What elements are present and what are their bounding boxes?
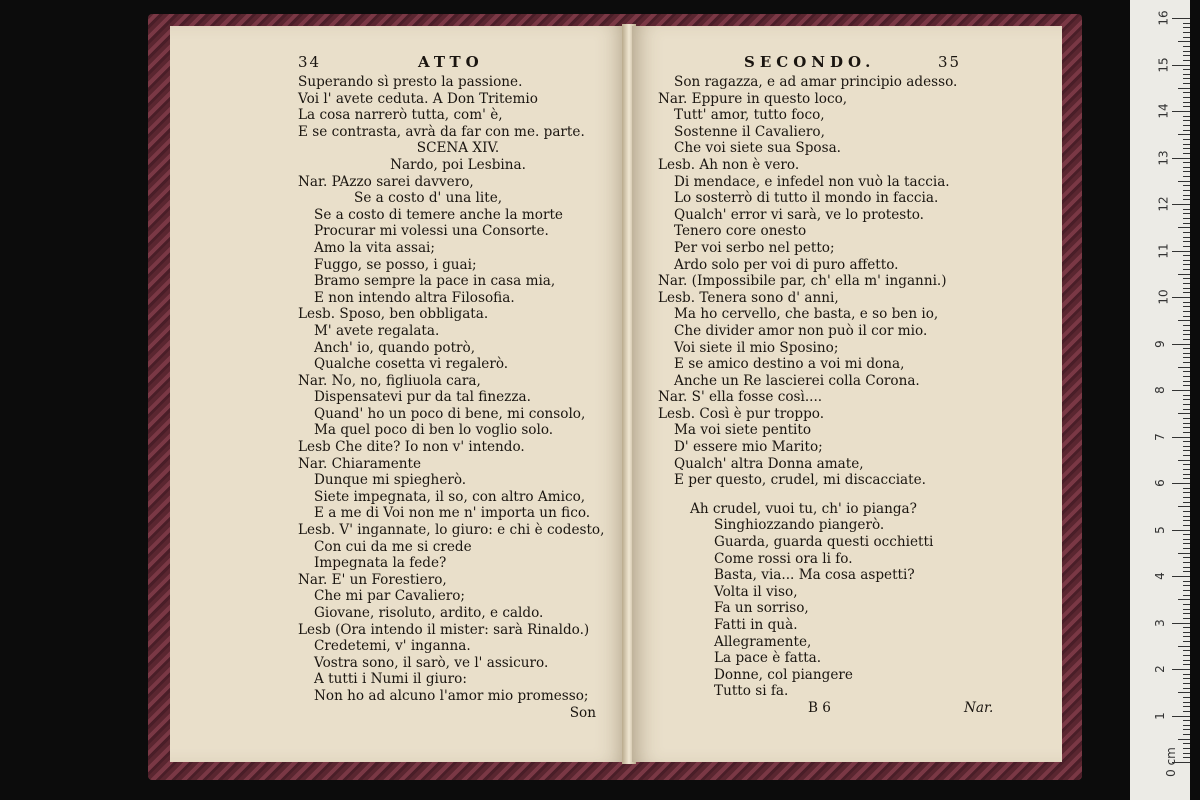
ruler-minor-tick xyxy=(1183,590,1190,591)
left-line: SCENA XIV. xyxy=(416,140,500,157)
ruler-minor-tick xyxy=(1183,32,1190,33)
ruler-minor-tick xyxy=(1183,441,1190,442)
ruler-minor-tick xyxy=(1183,362,1190,363)
right-line: Di mendace, e infedel non vuò la taccia. xyxy=(674,173,950,190)
ruler-minor-tick xyxy=(1183,655,1190,656)
ruler-minor-tick xyxy=(1183,399,1190,400)
left-line: Voi l' avete ceduta. A Don Tritemio xyxy=(298,90,538,107)
ruler-minor-tick xyxy=(1183,292,1190,293)
right-line: La pace è fatta. xyxy=(714,650,822,667)
ruler-tick xyxy=(1172,716,1190,717)
right-line: Lesb. Tenera sono d' anni, xyxy=(658,289,839,306)
ruler-minor-tick xyxy=(1183,678,1190,679)
left-line: Nardo, poi Lesbina. xyxy=(390,156,526,173)
ruler-minor-tick xyxy=(1183,557,1190,558)
ruler-minor-tick xyxy=(1183,636,1190,637)
ruler-minor-tick xyxy=(1183,385,1190,386)
ruler-minor-tick xyxy=(1183,711,1190,712)
ruler-label: 5 xyxy=(1152,525,1167,534)
ruler-minor-tick xyxy=(1183,497,1190,498)
ruler-minor-tick xyxy=(1183,190,1190,191)
left-line: Con cui da me si crede xyxy=(314,538,472,555)
ruler-label: 12 xyxy=(1156,196,1171,212)
left-running-head: ATTO xyxy=(418,53,484,71)
ruler-minor-tick xyxy=(1183,357,1190,358)
right-line: D' essere mio Marito; xyxy=(674,439,823,456)
ruler-minor-tick xyxy=(1183,78,1190,79)
ruler-minor-tick xyxy=(1183,218,1190,219)
right-line: Voi siete il mio Sposino; xyxy=(674,339,839,356)
ruler-minor-tick xyxy=(1183,302,1190,303)
ruler-minor-tick xyxy=(1183,464,1190,465)
ruler-tick xyxy=(1172,623,1190,624)
ruler-label: 3 xyxy=(1152,618,1167,627)
ruler-minor-tick xyxy=(1183,567,1190,568)
ruler-minor-tick xyxy=(1183,139,1190,140)
ruler-minor-tick xyxy=(1183,116,1190,117)
ruler-minor-tick xyxy=(1183,404,1190,405)
measurement-ruler xyxy=(1130,0,1190,800)
ruler-minor-tick xyxy=(1183,455,1190,456)
ruler-minor-tick xyxy=(1183,241,1190,242)
ruler-minor-tick xyxy=(1183,432,1190,433)
ruler-minor-tick xyxy=(1183,548,1190,549)
left-line: Dispensatevi pur da tal finezza. xyxy=(314,389,531,406)
right-line: Guarda, guarda questi occhietti xyxy=(714,534,934,551)
left-line: Nar. PAzzo sarei davvero, xyxy=(298,173,474,190)
ruler-minor-tick xyxy=(1178,134,1190,135)
ruler-minor-tick xyxy=(1183,688,1190,689)
left-page-lines xyxy=(298,74,618,705)
ruler-minor-tick xyxy=(1178,367,1190,368)
ruler-minor-tick xyxy=(1183,697,1190,698)
ruler-minor-tick xyxy=(1183,330,1190,331)
ruler-minor-tick xyxy=(1183,334,1190,335)
ruler-minor-tick xyxy=(1183,511,1190,512)
ruler-label: 10 xyxy=(1156,289,1171,305)
ruler-minor-tick xyxy=(1183,650,1190,651)
ruler-minor-tick xyxy=(1178,88,1190,89)
right-line: Lesb. Ah non è vero. xyxy=(658,156,800,173)
left-line: Se a costo d' una lite, xyxy=(354,190,503,207)
left-line: Fuggo, se posso, i guai; xyxy=(314,256,477,273)
right-line xyxy=(658,489,1054,501)
ruler-label: 13 xyxy=(1156,149,1171,166)
right-line: Lo sosterrò di tutto il mondo in faccia. xyxy=(674,190,939,207)
ruler-minor-tick xyxy=(1183,418,1190,419)
right-line: Nar. Eppure in questo loco, xyxy=(658,90,848,107)
ruler-minor-tick xyxy=(1183,604,1190,605)
ruler-minor-tick xyxy=(1183,255,1190,256)
right-line: Anche un Re lascierei colla Corona. xyxy=(674,372,920,389)
ruler-minor-tick xyxy=(1183,83,1190,84)
right-line: Donne, col piangere xyxy=(714,666,853,683)
ruler-minor-tick xyxy=(1183,269,1190,270)
left-line: Lesb Che dite? Io non v' intendo. xyxy=(298,439,525,456)
ruler-minor-tick xyxy=(1183,571,1190,572)
ruler-minor-tick xyxy=(1178,41,1190,42)
left-line: Bramo sempre la pace in casa mia, xyxy=(314,273,556,290)
ruler-minor-tick xyxy=(1183,213,1190,214)
ruler-label: 8 xyxy=(1152,386,1167,394)
ruler-tick xyxy=(1172,251,1190,252)
signature-mark: B 6 xyxy=(808,699,831,716)
ruler-minor-tick xyxy=(1183,660,1190,661)
ruler-tick xyxy=(1172,111,1190,112)
left-line: E se contrasta, avrà da far con me. parte. xyxy=(298,123,585,140)
ruler-minor-tick xyxy=(1183,683,1190,684)
ruler-minor-tick xyxy=(1178,460,1190,461)
ruler-minor-tick xyxy=(1183,171,1190,172)
ruler-minor-tick xyxy=(1183,46,1190,47)
ruler-minor-tick xyxy=(1183,743,1190,744)
ruler-minor-tick xyxy=(1183,102,1190,103)
left-line: Superando sì presto la passione. xyxy=(298,74,523,90)
right-line: Fatti in quà. xyxy=(714,617,798,633)
ruler-label: 15 xyxy=(1156,56,1171,73)
ruler-minor-tick xyxy=(1183,69,1190,70)
left-catchword: Son xyxy=(569,704,596,721)
right-line: Basta, via... Ma cosa aspetti? xyxy=(714,567,915,584)
left-line: Lesb. Sposo, ben obbligata. xyxy=(298,306,489,323)
ruler-minor-tick xyxy=(1183,478,1190,479)
left-line: Procurar mi volessi una Consorte. xyxy=(314,223,549,240)
ruler-tick xyxy=(1172,530,1190,531)
ruler-label: 2 xyxy=(1152,665,1167,673)
ruler-minor-tick xyxy=(1183,195,1190,196)
ruler-minor-tick xyxy=(1183,562,1190,563)
ruler-minor-tick xyxy=(1183,223,1190,224)
right-line: Tutt' amor, tutto foco, xyxy=(674,107,825,124)
ruler-minor-tick xyxy=(1183,581,1190,582)
right-catchword: Nar. xyxy=(964,699,994,716)
ruler-minor-tick xyxy=(1178,227,1190,228)
ruler-label: 16 xyxy=(1156,10,1171,26)
ruler-tick xyxy=(1172,669,1190,670)
right-page-footer xyxy=(658,700,1054,718)
left-line: Lesb (Ora intendo il mister: sarà Rinaldo.) xyxy=(298,621,590,638)
ruler-minor-tick xyxy=(1183,167,1190,168)
left-line: Amo la vita assai; xyxy=(314,239,435,256)
right-line: Fa un sorriso, xyxy=(714,600,809,617)
ruler-minor-tick xyxy=(1183,371,1190,372)
ruler-minor-tick xyxy=(1183,585,1190,586)
ruler-minor-tick xyxy=(1183,232,1190,233)
ruler-minor-tick xyxy=(1183,278,1190,279)
ruler-minor-tick xyxy=(1183,97,1190,98)
left-line: Credetemi, v' inganna. xyxy=(314,638,471,655)
right-line: Per voi serbo nel petto; xyxy=(674,239,835,256)
ruler-minor-tick xyxy=(1183,260,1190,261)
ruler-tick xyxy=(1172,18,1190,19)
left-page-header xyxy=(298,54,618,74)
ruler-minor-tick xyxy=(1183,144,1190,145)
ruler-minor-tick xyxy=(1178,646,1190,647)
ruler-minor-tick xyxy=(1183,632,1190,633)
ruler-label: 0 cm xyxy=(1163,747,1178,777)
left-line: Giovane, risoluto, ardito, e caldo. xyxy=(314,605,544,621)
ruler-minor-tick xyxy=(1183,339,1190,340)
ruler-minor-tick xyxy=(1183,51,1190,52)
left-line: Vostra sono, il sarò, ve l' assicuro. xyxy=(314,654,549,671)
right-line: Ma ho cervello, che basta, e so ben io, xyxy=(674,306,939,323)
left-line: Quand' ho un poco di bene, mi consolo, xyxy=(314,405,586,422)
ruler-minor-tick xyxy=(1183,446,1190,447)
ruler-label: 9 xyxy=(1152,339,1167,348)
ruler-minor-tick xyxy=(1183,748,1190,749)
ruler-minor-tick xyxy=(1183,120,1190,121)
ruler-minor-tick xyxy=(1183,469,1190,470)
right-line: Tenero core onesto xyxy=(674,223,807,240)
ruler-minor-tick xyxy=(1183,409,1190,410)
ruler-minor-tick xyxy=(1183,325,1190,326)
right-line: Ma voi siete pentito xyxy=(674,422,812,439)
ruler-tick xyxy=(1172,204,1190,205)
ruler-minor-tick xyxy=(1183,729,1190,730)
ruler-minor-tick xyxy=(1183,706,1190,707)
ruler-minor-tick xyxy=(1183,720,1190,721)
ruler-minor-tick xyxy=(1183,246,1190,247)
left-line: Che mi par Cavaliero; xyxy=(314,588,465,605)
ruler-minor-tick xyxy=(1183,516,1190,517)
right-line: Ardo solo per voi di puro affetto. xyxy=(674,256,899,273)
right-running-head: SECONDO. xyxy=(744,53,876,71)
ruler-minor-tick xyxy=(1183,376,1190,377)
left-line: E a me di Voi non me n' importa un fico. xyxy=(314,505,591,522)
ruler-label: 14 xyxy=(1156,103,1171,119)
left-line: A tutti i Numi il giuro: xyxy=(314,671,467,688)
ruler-minor-tick xyxy=(1183,199,1190,200)
left-line: La cosa narrerò tutta, com' è, xyxy=(298,107,503,124)
ruler-label: 4 xyxy=(1152,572,1167,580)
ruler-tick xyxy=(1172,344,1190,345)
right-line: Nar. S' ella fosse così.... xyxy=(658,389,823,406)
right-line: Qualch' altra Donna amate, xyxy=(674,455,864,472)
left-line: Dunque mi spiegherò. xyxy=(314,472,467,489)
ruler-label: 1 xyxy=(1152,711,1167,720)
left-line: Anch' io, quando potrò, xyxy=(314,339,476,356)
right-line: Che divider amor non può il cor mio. xyxy=(674,322,928,339)
ruler-minor-tick xyxy=(1183,520,1190,521)
ruler-minor-tick xyxy=(1183,74,1190,75)
ruler-minor-tick xyxy=(1178,181,1190,182)
ruler-minor-tick xyxy=(1183,185,1190,186)
ruler-minor-tick xyxy=(1178,553,1190,554)
ruler-minor-tick xyxy=(1183,125,1190,126)
left-line: Qualche cosetta vi regalerò. xyxy=(314,356,509,373)
right-page-header xyxy=(658,54,1054,74)
left-page-number: 34 xyxy=(298,53,322,71)
left-line: Nar. No, no, figliuola cara, xyxy=(298,372,481,389)
ruler-minor-tick xyxy=(1183,757,1190,758)
ruler-minor-tick xyxy=(1183,288,1190,289)
right-line: Come rossi ora li fo. xyxy=(714,550,853,567)
ruler-minor-tick xyxy=(1183,106,1190,107)
ruler-minor-tick xyxy=(1183,725,1190,726)
ruler-minor-tick xyxy=(1183,209,1190,210)
left-line: M' avete regalata. xyxy=(314,322,440,339)
left-line: E non intendo altra Filosofia. xyxy=(314,289,515,306)
right-line: Volta il viso, xyxy=(714,583,798,600)
left-line: Impegnata la fede? xyxy=(314,555,447,572)
ruler-minor-tick xyxy=(1183,664,1190,665)
ruler-minor-tick xyxy=(1183,23,1190,24)
right-page-text xyxy=(658,54,1054,718)
ruler-minor-tick xyxy=(1183,130,1190,131)
ruler-label: 11 xyxy=(1156,242,1171,259)
ruler-minor-tick xyxy=(1183,702,1190,703)
ruler-minor-tick xyxy=(1183,176,1190,177)
ruler-tick xyxy=(1172,437,1190,438)
right-line: E se amico destino a voi mi dona, xyxy=(674,356,905,373)
left-line: Ma quel poco di ben lo voglio solo. xyxy=(314,422,554,439)
ruler-minor-tick xyxy=(1183,595,1190,596)
ruler-minor-tick xyxy=(1183,753,1190,754)
ruler-minor-tick xyxy=(1183,60,1190,61)
ruler-minor-tick xyxy=(1183,525,1190,526)
ruler-minor-tick xyxy=(1183,162,1190,163)
right-line: Lesb. Così è pur troppo. xyxy=(658,405,825,422)
ruler-tick xyxy=(1172,65,1190,66)
ruler-tick xyxy=(1172,576,1190,577)
ruler-minor-tick xyxy=(1183,381,1190,382)
ruler-minor-tick xyxy=(1183,348,1190,349)
right-line: Tutto si fa. xyxy=(714,683,789,700)
ruler-minor-tick xyxy=(1183,450,1190,451)
ruler-tick xyxy=(1172,390,1190,391)
ruler-minor-tick xyxy=(1178,692,1190,693)
left-line: Siete impegnata, il so, con altro Amico, xyxy=(314,488,586,505)
ruler-minor-tick xyxy=(1178,320,1190,321)
left-line: Nar. Chiaramente xyxy=(298,455,422,472)
right-page-lines xyxy=(658,74,1054,700)
left-line: Nar. E' un Forestiero, xyxy=(298,571,447,588)
ruler-minor-tick xyxy=(1183,283,1190,284)
ruler-minor-tick xyxy=(1183,734,1190,735)
left-page-text xyxy=(298,54,618,721)
ruler-minor-tick xyxy=(1178,274,1190,275)
ruler-minor-tick xyxy=(1183,534,1190,535)
ruler-tick xyxy=(1172,158,1190,159)
ruler-minor-tick xyxy=(1183,427,1190,428)
ruler-minor-tick xyxy=(1183,618,1190,619)
ruler-minor-tick xyxy=(1183,27,1190,28)
ruler-minor-tick xyxy=(1178,739,1190,740)
right-line: Son ragazza, e ad amar principio adesso. xyxy=(674,74,958,90)
right-line: Qualch' error vi sarà, ve lo protesto. xyxy=(674,206,924,223)
ruler-minor-tick xyxy=(1183,353,1190,354)
right-line: Che voi siete sua Sposa. xyxy=(674,140,842,157)
ruler-minor-tick xyxy=(1183,316,1190,317)
ruler-minor-tick xyxy=(1183,306,1190,307)
left-line: Non ho ad alcuno l'amor mio promesso; xyxy=(314,687,589,704)
ruler-minor-tick xyxy=(1183,492,1190,493)
ruler-minor-tick xyxy=(1183,423,1190,424)
ruler-minor-tick xyxy=(1183,237,1190,238)
right-line: Sostenne il Cavaliero, xyxy=(674,123,825,140)
ruler-minor-tick xyxy=(1178,506,1190,507)
ruler-minor-tick xyxy=(1183,627,1190,628)
ruler-tick xyxy=(1172,483,1190,484)
ruler-minor-tick xyxy=(1183,264,1190,265)
right-line: Singhiozzando piangerò. xyxy=(714,517,885,534)
ruler-minor-tick xyxy=(1183,613,1190,614)
ruler-minor-tick xyxy=(1183,609,1190,610)
ruler-minor-tick xyxy=(1183,641,1190,642)
ruler-minor-tick xyxy=(1183,502,1190,503)
right-line: Ah crudel, vuoi tu, ch' io pianga? xyxy=(690,500,917,517)
ruler-minor-tick xyxy=(1183,488,1190,489)
ruler-minor-tick xyxy=(1183,474,1190,475)
ruler-minor-tick xyxy=(1183,539,1190,540)
ruler-minor-tick xyxy=(1178,599,1190,600)
right-page xyxy=(632,26,1062,762)
ruler-tick xyxy=(1172,297,1190,298)
ruler-minor-tick xyxy=(1183,55,1190,56)
ruler-minor-tick xyxy=(1183,148,1190,149)
left-line: Se a costo di temere anche la morte xyxy=(314,206,563,223)
ruler-minor-tick xyxy=(1183,37,1190,38)
ruler-minor-tick xyxy=(1183,674,1190,675)
right-line: Nar. (Impossibile par, ch' ella m' inganni.) xyxy=(658,273,947,290)
ruler-minor-tick xyxy=(1183,543,1190,544)
right-line: Allegramente, xyxy=(714,633,812,650)
right-page-number: 35 xyxy=(938,53,962,71)
left-page xyxy=(170,26,626,762)
ruler-minor-tick xyxy=(1178,413,1190,414)
ruler-minor-tick xyxy=(1183,311,1190,312)
ruler-minor-tick xyxy=(1183,153,1190,154)
ruler-minor-tick xyxy=(1183,395,1190,396)
left-line: Lesb. V' ingannate, lo giuro: e chi è codesto, xyxy=(298,522,605,539)
right-line: E per questo, crudel, mi discacciate. xyxy=(674,472,926,489)
ruler-minor-tick xyxy=(1183,92,1190,93)
ruler-label: 6 xyxy=(1152,479,1167,487)
ruler-label: 7 xyxy=(1152,432,1167,441)
